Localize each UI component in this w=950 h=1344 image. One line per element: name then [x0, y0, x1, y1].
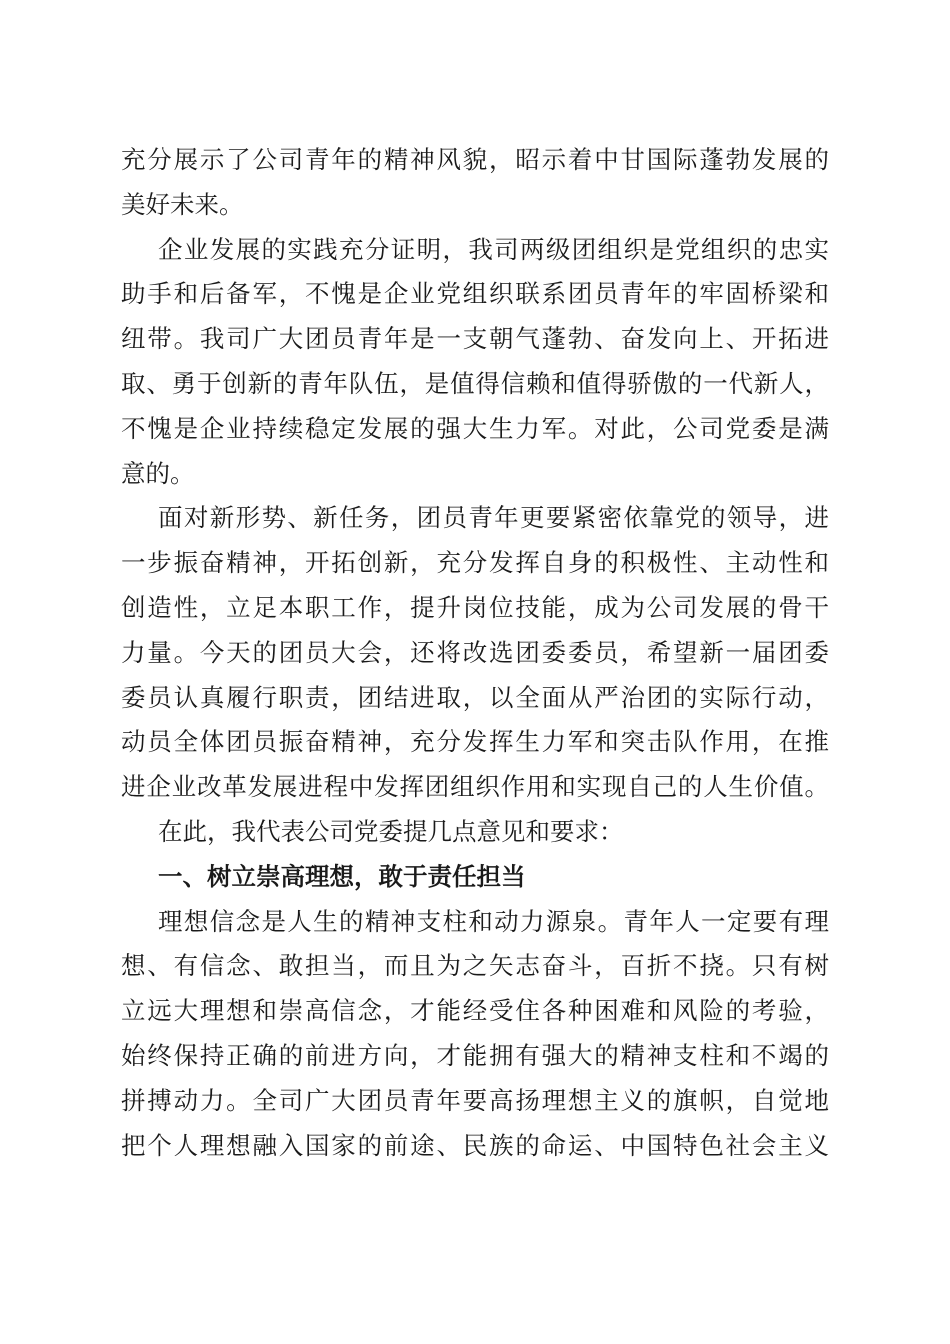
text-line: 委员认真履行职责，团结进取，以全面从严治团的实际行动， — [121, 682, 829, 712]
text-line: 动员全体团员振奋精神，充分发挥生力军和突击队作用，在推 — [121, 727, 829, 757]
text-line: 立远大理想和崇高信念，才能经受住各种困难和风险的考验， — [121, 996, 829, 1026]
text-line: 美好未来。 — [121, 189, 244, 219]
paragraph-first-line: 理想信念是人生的精神支柱和动力源泉。青年人一定要有理 — [158, 906, 829, 936]
text-line: 助手和后备军，不愧是企业党组织联系团员青年的牢固桥梁和 — [121, 279, 829, 309]
paragraph-first-line: 企业发展的实践充分证明，我司两级团组织是党组织的忠实 — [158, 234, 829, 264]
text-line: 充分展示了公司青年的精神风貌，昭示着中甘国际蓬勃发展的 — [121, 145, 829, 174]
text-line: 力量。今天的团员大会，还将改选团委委员，希望新一届团委 — [121, 637, 829, 667]
text-line: 把个人理想融入国家的前途、民族的命运、中国特色社会主义 — [121, 1130, 829, 1160]
text-line: 一步振奋精神，开拓创新，充分发挥自身的积极性、主动性和 — [121, 548, 829, 578]
section-heading: 一、树立崇高理想，敢于责任担当 — [158, 861, 526, 891]
paragraph-first-line: 面对新形势、新任务，团员青年更要紧密依靠党的领导，进 — [158, 503, 829, 533]
text-line: 不愧是企业持续稳定发展的强大生力军。对此，公司党委是满 — [121, 413, 829, 443]
text-line: 始终保持正确的前进方向，才能拥有强大的精神支柱和不竭的 — [121, 1040, 829, 1070]
text-line: 拼搏动力。全司广大团员青年要高扬理想主义的旗帜，自觉地 — [121, 1085, 829, 1115]
text-line: 创造性，立足本职工作，提升岗位技能，成为公司发展的骨干 — [121, 592, 829, 622]
text-line: 纽带。我司广大团员青年是一支朝气蓬勃、奋发向上、开拓进 — [121, 324, 829, 354]
text-line: 进企业改革发展进程中发挥团组织作用和实现自己的人生价值。 — [121, 772, 829, 802]
paragraph-first-line: 在此，我代表公司党委提几点意见和要求： — [158, 816, 624, 846]
text-line: 取、勇于创新的青年队伍，是值得信赖和值得骄傲的一代新人， — [121, 368, 829, 398]
text-line: 想、有信念、敢担当，而且为之矢志奋斗，百折不挠。只有树 — [121, 951, 829, 981]
text-line: 意的。 — [121, 458, 195, 488]
document-body — [121, 138, 829, 1168]
